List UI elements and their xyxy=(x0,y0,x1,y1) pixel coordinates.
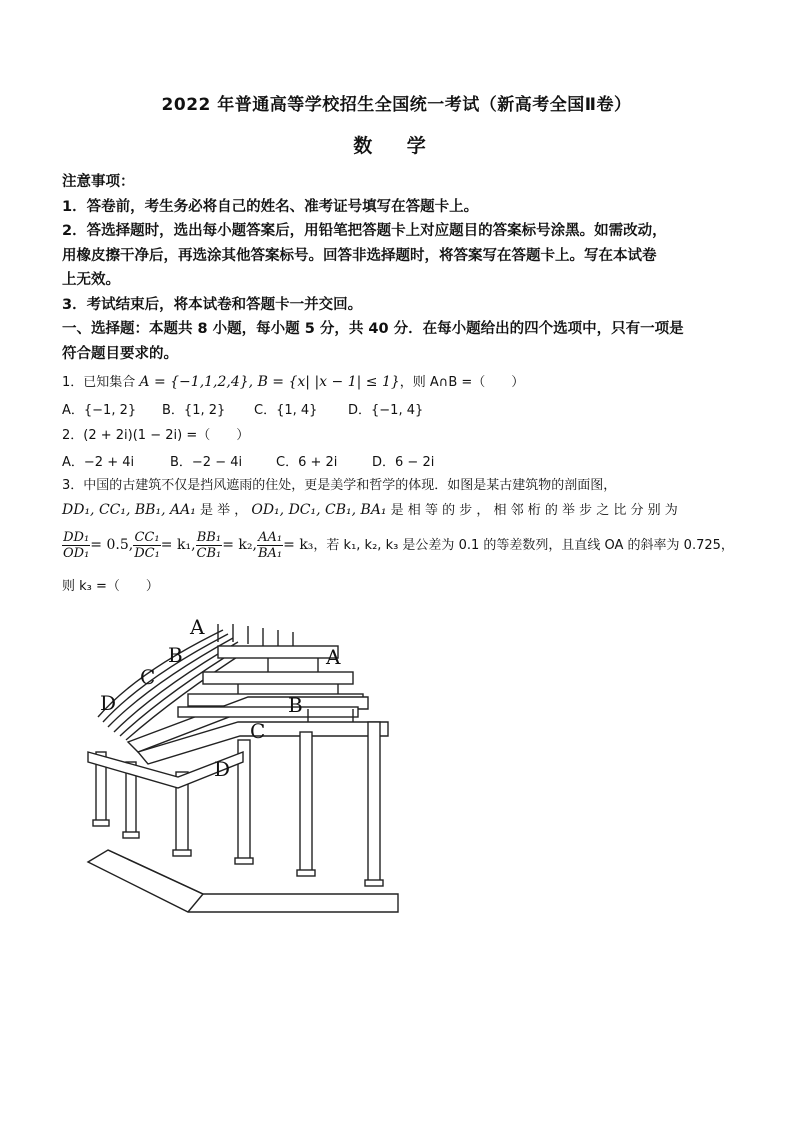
section-heading-line: 一、选择题：本题共 8 小题，每小题 5 分，共 40 分．在每小题给出的四个选项中，只有一项是 xyxy=(62,321,684,337)
question-3-line-2 xyxy=(62,499,734,522)
q1-options xyxy=(62,400,734,422)
ratio-fraction-4: $\frac{\text{AA₁}}{\text{BA₁}}$ xyxy=(257,530,283,561)
label-b-inner: B xyxy=(288,693,303,717)
question-1 xyxy=(62,371,734,394)
question-3-line-3: $\frac{\text{DD₁}}{\text{OD₁}}$ = 0.5, $\frac{\text{CC₁}}{\text{DC₁}}$ = k₁, $\frac{\text{BB₁}}{\text{CB₁}}$ = k₂, $\frac{\text{AA₁}}{\text{BA₁}}$ = k₃，若 k₁, k₂, k₃ 是公差为 0.1 的等差数列，且直线 OA 的斜率为 0.725， xyxy=(63,530,734,561)
ancient-building-figure xyxy=(68,612,418,922)
q1-option-b: B．{1, 2} xyxy=(162,403,226,418)
instruction-line: 3．考试结束后，将本试卷和答题卡一并交回。 xyxy=(62,296,363,313)
instruction-line: 上无效。 xyxy=(62,272,120,288)
label-d-inner: D xyxy=(214,757,231,781)
q2-option-d: D．6 − 2i xyxy=(372,455,435,470)
q1-sets: A = {−1,1,2,4}, B = {x| |x − 1| ≤ 1} xyxy=(139,374,400,390)
question-3-line-1: 3．中国的古建筑不仅是挡风遮雨的住处，更是美学和哲学的体现．如图是某古建筑物的剖面图， xyxy=(62,478,617,493)
instructions xyxy=(62,170,734,366)
q3-bu-terms: OD₁, DC₁, CB₁, BA₁ xyxy=(251,502,387,518)
q1-option-c: C．{1, 4} xyxy=(254,403,318,418)
q3-condition: ，若 k₁, k₂, k₃ 是公差为 0.1 的等差数列，且直线 OA 的斜率为 0.725， xyxy=(313,538,734,553)
ratio-fraction-2: $\frac{\text{CC₁}}{\text{DC₁}}$ xyxy=(134,530,160,561)
instruction-line: 用橡皮擦干净后，再选涂其他答案标号。回答非选择题时，将答案写在答题卡上。写在本试卷 xyxy=(62,247,657,264)
instructions-heading: 注意事项： xyxy=(62,174,135,190)
q2-option-c: C．6 + 2i xyxy=(276,455,338,470)
label-c-inner: C xyxy=(250,719,266,743)
label-a-inner: A xyxy=(326,645,341,669)
instruction-line: 2．答选择题时，选出每小题答案后，用铅笔把答题卡上对应题目的答案标号涂黑。如需改动， xyxy=(62,223,667,239)
exam-title: 2022 年普通高等学校招生全国统一考试（新高考全国Ⅱ卷） xyxy=(161,95,632,115)
question-2 xyxy=(62,425,734,447)
label-d-outer: D xyxy=(100,691,117,715)
label-c-outer: C xyxy=(140,665,156,689)
q1-option-d: D．{−1, 4} xyxy=(348,403,424,418)
q3-text: 是 相 等 的 步 ， 相 邻 桁 的 举 步 之 比 分 别 为 xyxy=(386,503,678,518)
label-b-outer: B xyxy=(168,643,183,667)
subject-title: 数 学 xyxy=(353,135,440,157)
q3-ju-terms: DD₁, CC₁, BB₁, AA₁ xyxy=(62,502,196,518)
q2-options xyxy=(62,452,734,474)
question-3-line-4: 则 k₃ =（ ） xyxy=(62,579,159,594)
instruction-line: 1．答卷前，考生务必将自己的姓名、准考证号填写在答题卡上。 xyxy=(62,198,479,215)
q2-stem: 2．(2 + 2i)(1 − 2i) =（ ） xyxy=(62,428,250,443)
ratio-fraction-3: $\frac{\text{BB₁}}{\text{CB₁}}$ xyxy=(196,530,222,561)
section-heading-line: 符合题目要求的。 xyxy=(62,345,178,362)
q1-prefix: 1．已知集合 xyxy=(62,375,140,390)
q3-text: 是 举 ， xyxy=(195,503,252,518)
label-a-outer: A xyxy=(190,615,205,639)
ratio-fraction-1: $\frac{\text{DD₁}}{\text{OD₁}}$ xyxy=(63,530,90,561)
q1-option-a: A．{−1, 2} xyxy=(62,403,137,418)
q2-option-b: B．−2 − 4i xyxy=(170,455,243,470)
q1-suffix: ，则 A∩B =（ ） xyxy=(399,375,525,390)
q2-option-a: A．−2 + 4i xyxy=(62,455,135,470)
